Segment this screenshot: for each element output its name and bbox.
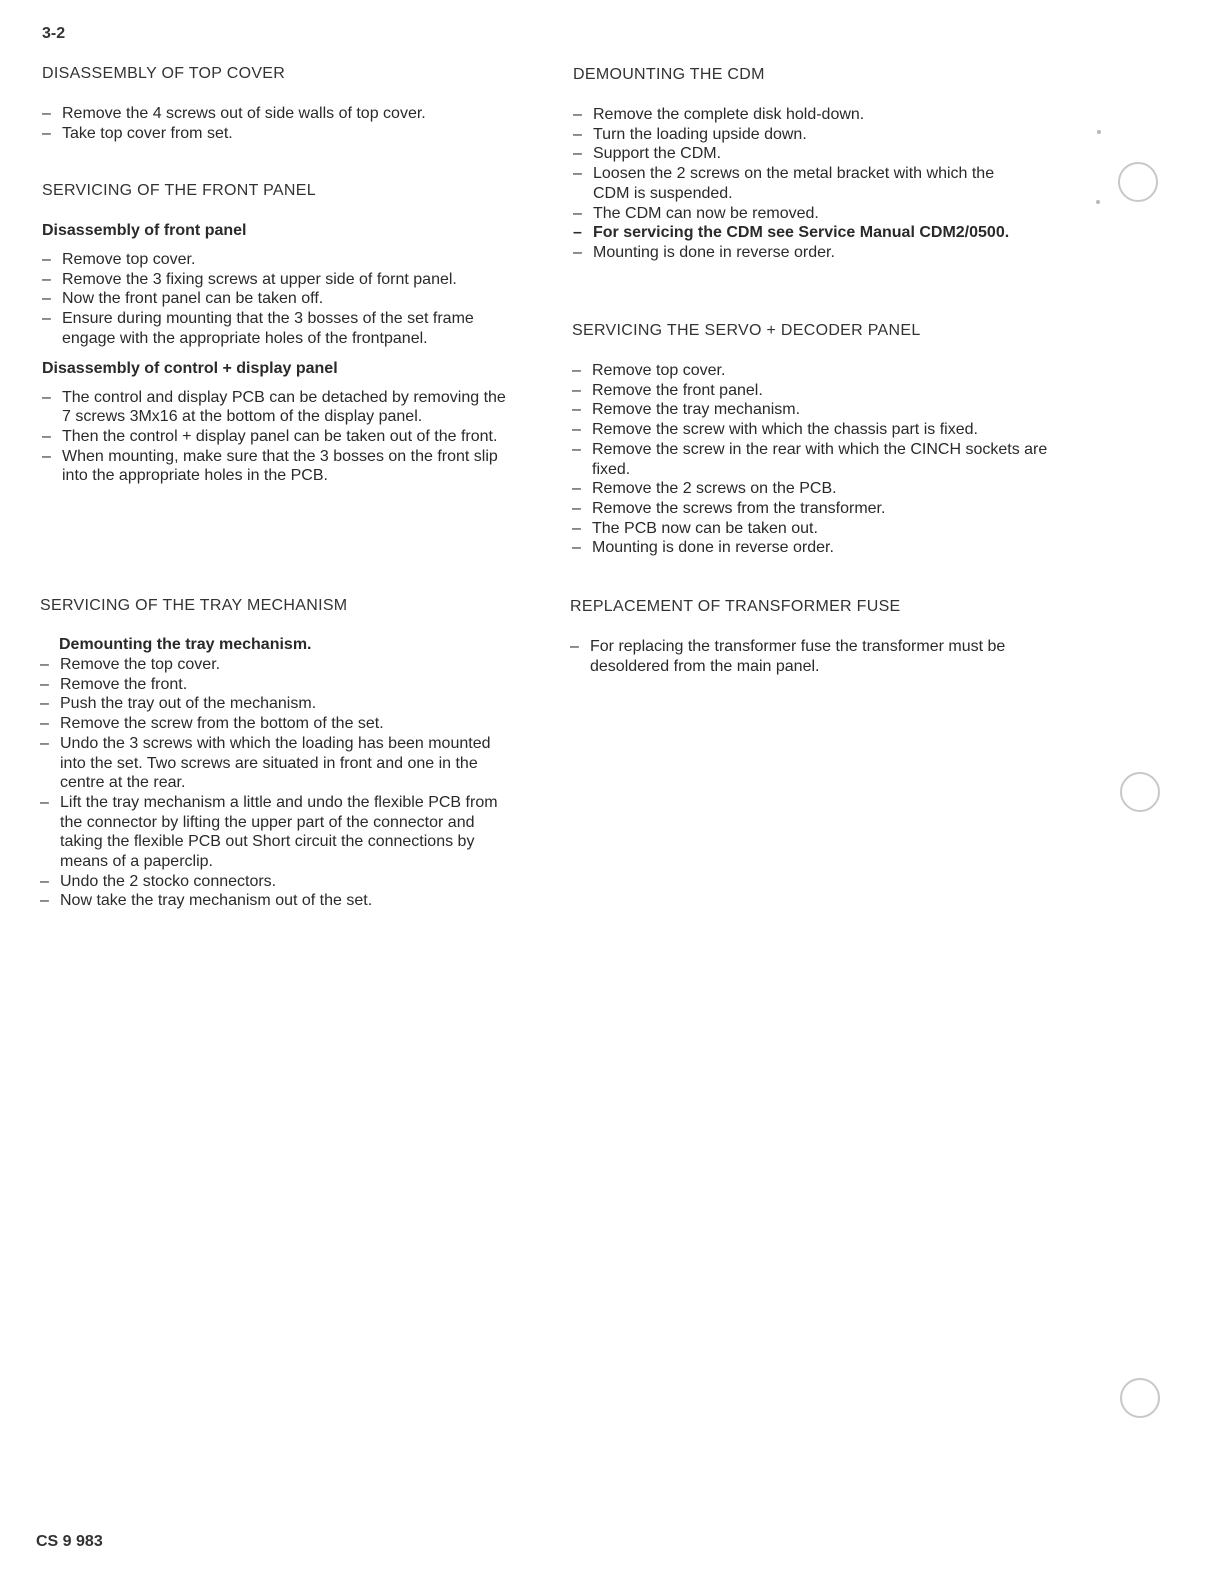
section-heading: SERVICING OF THE TRAY MECHANISM (40, 597, 348, 614)
section-heading: SERVICING THE SERVO + DECODER PANEL (572, 322, 921, 339)
list-item: – Remove top cover. (42, 250, 512, 270)
subsection-title: Disassembly of front panel (42, 222, 247, 239)
binder-hole-bottom (1120, 1378, 1160, 1418)
section-heading: DEMOUNTING THE CDM (573, 66, 765, 83)
binder-hole-middle (1120, 772, 1160, 812)
fuse-list (570, 637, 1010, 676)
subsection-title: Demounting the tray mechanism. (59, 636, 312, 653)
list-item: – The CDM can now be removed. (573, 204, 1033, 224)
scan-speck (1096, 200, 1100, 204)
list-item: – For servicing the CDM see Service Manual CDM2/0500. (573, 223, 1033, 243)
control-display-list (42, 388, 512, 487)
front-panel-list (42, 250, 512, 349)
page-number: 3-2 (42, 25, 66, 42)
list-item: – Take top cover from set. (42, 124, 522, 144)
list-item: – Undo the 2 stocko connectors. (40, 872, 516, 892)
section-heading: SERVICING OF THE FRONT PANEL (42, 182, 316, 199)
cdm-list (573, 105, 1033, 263)
list-item: – Lift the tray mechanism a little and undo the flexible PCB from the connector by lifting the upper part of the connector and taking the flexible PCB out Short circuit the connections by means of a paperclip. (40, 793, 516, 872)
list-item: – Remove the 2 screws on the PCB. (572, 479, 1048, 499)
list-item: – Undo the 3 screws with which the loading has been mounted into the set. Two screws are situated in front and one in the centre at the rear. (40, 734, 516, 793)
section-heading: REPLACEMENT OF TRANSFORMER FUSE (570, 598, 901, 615)
list-item: – Ensure during mounting that the 3 bosses of the set frame engage with the appropriate holes of the frontpanel. (42, 309, 512, 348)
list-item: – Remove the screw with which the chassis part is fixed. (572, 420, 1048, 440)
list-item: – Mounting is done in reverse order. (572, 538, 1048, 558)
list-item: – Remove the screws from the transformer. (572, 499, 1048, 519)
list-item: – The control and display PCB can be detached by removing the 7 screws 3Mx16 at the bottom of the display panel. (42, 388, 512, 427)
list-item: – Remove the screw in the rear with which the CINCH sockets are fixed. (572, 440, 1048, 479)
list-item: – Push the tray out of the mechanism. (40, 694, 516, 714)
section-servo-decoder (572, 321, 1048, 558)
list-item: – Remove the screw from the bottom of the set. (40, 714, 516, 734)
list-item: – For replacing the transformer fuse the transformer must be desoldered from the main panel. (570, 637, 1010, 676)
section-tray-mechanism (40, 596, 516, 911)
scan-speck (1097, 130, 1101, 134)
section-demounting-cdm (573, 65, 1033, 263)
list-item: – When mounting, make sure that the 3 bosses on the front slip into the appropriate holes in the PCB. (42, 447, 512, 486)
tray-mechanism-list (40, 655, 516, 911)
subsection-title: Disassembly of control + display panel (42, 359, 338, 377)
binder-hole-top (1118, 162, 1158, 202)
list-item: – Remove the complete disk hold-down. (573, 105, 1033, 125)
list-item: – Then the control + display panel can be taken out of the front. (42, 427, 512, 447)
footer-code: CS 9 983 (36, 1533, 103, 1550)
list-item: – Remove top cover. (572, 361, 1048, 381)
section-heading: DISASSEMBLY OF TOP COVER (42, 65, 286, 82)
list-item: – Remove the top cover. (40, 655, 516, 675)
list-item: – Loosen the 2 screws on the metal bracket with which the CDM is suspended. (573, 164, 1033, 203)
section-top-cover (42, 64, 522, 143)
list-item: – Remove the front panel. (572, 381, 1048, 401)
servo-list (572, 361, 1048, 558)
section-front-panel (42, 181, 512, 486)
list-item: – Remove the front. (40, 675, 516, 695)
list-item: – Turn the loading upside down. (573, 125, 1033, 145)
list-item: – Now the front panel can be taken off. (42, 289, 512, 309)
list-item: – Remove the 3 fixing screws at upper side of fornt panel. (42, 270, 512, 290)
list-item: – Mounting is done in reverse order. (573, 243, 1033, 263)
list-item: – Now take the tray mechanism out of the set. (40, 891, 516, 911)
top-cover-list (42, 104, 522, 143)
list-item: – The PCB now can be taken out. (572, 519, 1048, 539)
list-item: – Remove the 4 screws out of side walls of top cover. (42, 104, 522, 124)
section-transformer-fuse (570, 597, 1010, 676)
list-item: – Support the CDM. (573, 144, 1033, 164)
list-item: – Remove the tray mechanism. (572, 400, 1048, 420)
